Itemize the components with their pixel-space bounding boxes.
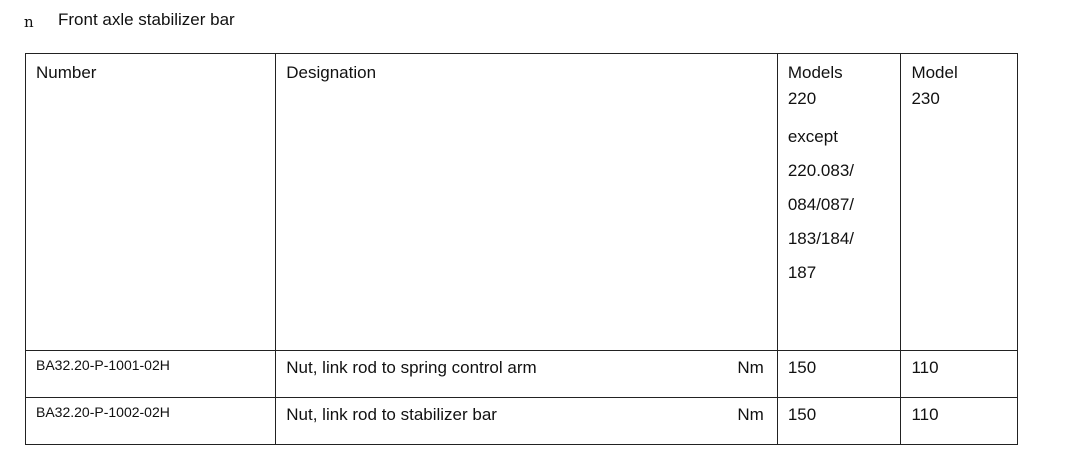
- header-models-220-line: 183/184/: [787, 229, 855, 248]
- cell-model-230: 110: [901, 398, 1018, 445]
- torque-table: [25, 53, 1018, 445]
- table-header-row: [26, 54, 1018, 351]
- cell-model-220: 150: [777, 398, 901, 445]
- table-row: [26, 351, 1018, 398]
- designation-text: Nut, link rod to spring control arm: [286, 358, 537, 377]
- cell-number: BA32.20-P-1001-02H: [26, 351, 276, 398]
- header-models-220-line: Models: [787, 63, 843, 82]
- cell-model-220: 150: [777, 351, 901, 398]
- bullet-marker: n: [24, 13, 34, 31]
- section-title: Front axle stabilizer bar: [58, 10, 235, 29]
- header-model-230: [901, 54, 1018, 351]
- header-number: Number: [26, 54, 276, 351]
- designation-text: Nut, link rod to stabilizer bar: [286, 405, 497, 424]
- header-models-220-line: 187: [787, 263, 817, 282]
- unit-label: Nm: [737, 405, 764, 424]
- header-models-220: [777, 54, 901, 351]
- header-models-220-line: except: [787, 127, 838, 146]
- cell-number: BA32.20-P-1002-02H: [26, 398, 276, 445]
- cell-designation: [276, 351, 778, 398]
- header-models-220-line: 084/087/: [787, 195, 855, 214]
- header-model-230-line: 230: [911, 89, 940, 108]
- header-models-220-line: 220: [787, 89, 817, 108]
- header-models-220-line: 220.083/: [787, 161, 855, 180]
- table-row: [26, 398, 1018, 445]
- cell-model-230: 110: [901, 351, 1018, 398]
- header-designation: Designation: [276, 54, 778, 351]
- header-model-230-line: Model: [911, 63, 958, 82]
- cell-designation: [276, 398, 778, 445]
- unit-label: Nm: [737, 358, 764, 377]
